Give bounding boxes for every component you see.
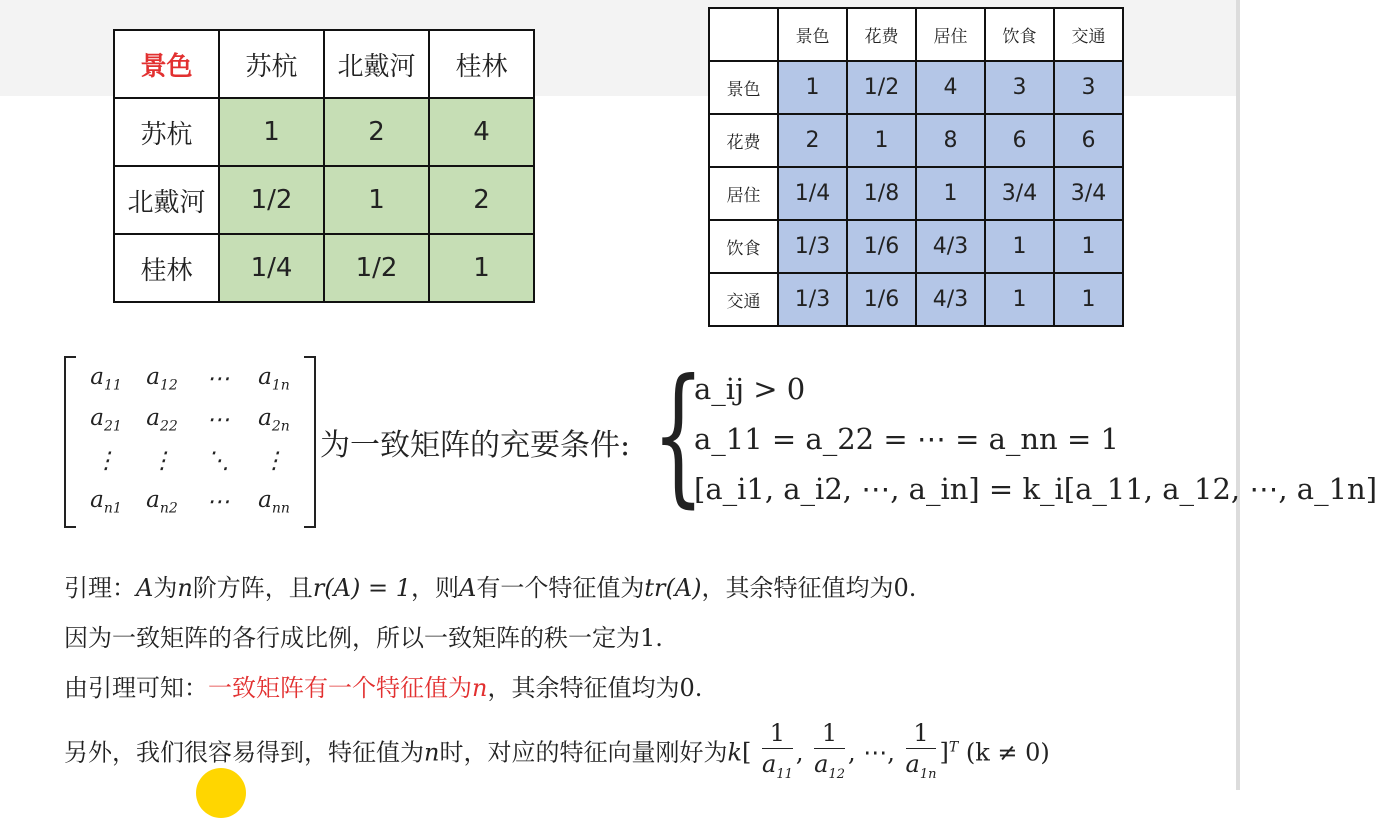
matrix-entry: $a_{nn}$ [258,486,290,517]
table-cell: 1 [1054,220,1123,273]
table-row [114,166,534,234]
column-header: 桂林 [429,30,534,98]
matrix-entry: $a_{n1}$ [90,486,122,517]
matrix-right-bracket [304,356,316,528]
column-header: 交通 [1054,8,1123,61]
matrix-entry: ⋯ [206,365,230,392]
column-header: 苏杭 [219,30,324,98]
matrix-entry: ⋮ [94,447,118,474]
table-cell: 6 [985,114,1054,167]
table-cell: 1 [847,114,916,167]
highlighted-conclusion: 一致矩阵有一个特征值为 [208,674,472,702]
table-row [709,167,1123,220]
row-header: 交通 [709,273,778,326]
matrix-entry: $a_{22}$ [146,404,178,435]
table-cell: 1 [778,61,847,114]
table-cell: 4 [916,61,985,114]
table-cell: 1/2 [847,61,916,114]
criteria-comparison-table [708,7,1124,327]
table-row [709,220,1123,273]
table-cell: 1 [219,98,324,166]
column-header: 饮食 [985,8,1054,61]
matrix-entry: $a_{11}$ [90,363,122,394]
column-header: 居住 [916,8,985,61]
proportional-rows-line: 因为一致矩阵的各行成比例，所以一致矩阵的秩一定为1. [64,624,663,652]
table-cell: 4 [429,98,534,166]
eigenvector-line: 另外，我们很容易得到，特征值为n时，对应的特征向量刚好为k[ $\frac{1}{a_{11}}$ , $\frac{1}{a_{12}}$ , ⋯, $\frac{1}{a_{1n}}$ ]$^T$ (k ≠ 0) [64,718,1050,790]
table-cell: 1/4 [219,234,324,302]
row-header: 景色 [709,61,778,114]
table-cell: 6 [1054,114,1123,167]
table-cell: 4/3 [916,220,985,273]
table-row [114,234,534,302]
table-cell: 4/3 [916,273,985,326]
condition-3: [a_i1, a_i2, ⋯, a_in] = k_i[a_11, a_12, ⋯, a_1n] [694,472,1377,506]
general-matrix [64,356,316,526]
table-cell: 1/6 [847,220,916,273]
table-cell: 1 [429,234,534,302]
column-header: 花费 [847,8,916,61]
table-row [709,273,1123,326]
table-cell: 8 [916,114,985,167]
left-brace: { [652,348,705,522]
table-cell: 1/2 [324,234,429,302]
matrix-entry: ⋱ [206,447,230,474]
lemma-line: 引理：A为n阶方阵，且r(A) = 1，则A有一个特征值为tr(A)，其余特征值均为0. [64,574,917,602]
table-cell: 1/3 [778,220,847,273]
matrix-entry: ⋯ [206,406,230,433]
cursor-highlight-icon [196,768,246,818]
condition-1: a_ij > 0 [694,372,806,406]
table-cell: 2 [324,98,429,166]
table-cell: 1/4 [778,167,847,220]
matrix-entry: $a_{12}$ [146,363,178,394]
row-header: 花费 [709,114,778,167]
table-cell: 1 [916,167,985,220]
scenery-comparison-table [113,29,535,303]
row-header: 苏杭 [114,98,219,166]
table-cell: 3/4 [1054,167,1123,220]
table-cell: 2 [429,166,534,234]
fraction: $\frac{1}{a_{11}}$ [762,719,793,782]
window-edge [1236,0,1240,790]
row-header: 饮食 [709,220,778,273]
condition-2: a_11 = a_22 = ⋯ = a_nn = 1 [694,422,1119,456]
matrix-left-bracket [64,356,76,528]
table-corner [709,8,778,61]
table-cell: 3 [985,61,1054,114]
condition-label: 为一致矩阵的充要条件: [320,428,631,463]
matrix-entry: $a_{1n}$ [258,363,290,394]
table-cell: 1/3 [778,273,847,326]
matrix-entry: $a_{2n}$ [258,404,290,435]
row-header: 居住 [709,167,778,220]
row-header: 桂林 [114,234,219,302]
matrix-entry: ⋮ [150,447,174,474]
matrix-entry: ⋯ [206,488,230,515]
column-header: 北戴河 [324,30,429,98]
matrix-entry: $a_{21}$ [90,404,122,435]
column-header: 景色 [778,8,847,61]
table-row [114,30,534,98]
table-corner-header: 景色 [114,30,219,98]
row-header: 北戴河 [114,166,219,234]
table-cell: 1/6 [847,273,916,326]
table-row [709,61,1123,114]
table-cell: 1/8 [847,167,916,220]
table-cell: 3 [1054,61,1123,114]
fraction: $\frac{1}{a_{1n}}$ [905,719,937,782]
table-cell: 1 [324,166,429,234]
table-cell: 1 [1054,273,1123,326]
matrix-entry: $a_{n2}$ [146,486,178,517]
table-row [114,98,534,166]
table-row [709,8,1123,61]
matrix-entry: ⋮ [262,447,286,474]
table-cell: 1/2 [219,166,324,234]
table-cell: 1 [985,273,1054,326]
eigenvalue-conclusion-line: 由引理可知：一致矩阵有一个特征值为n，其余特征值均为0. [64,674,703,702]
table-row [709,114,1123,167]
matrix-entries [78,358,302,522]
fraction: $\frac{1}{a_{12}}$ [814,719,845,782]
table-cell: 1 [985,220,1054,273]
table-cell: 2 [778,114,847,167]
table-cell: 3/4 [985,167,1054,220]
